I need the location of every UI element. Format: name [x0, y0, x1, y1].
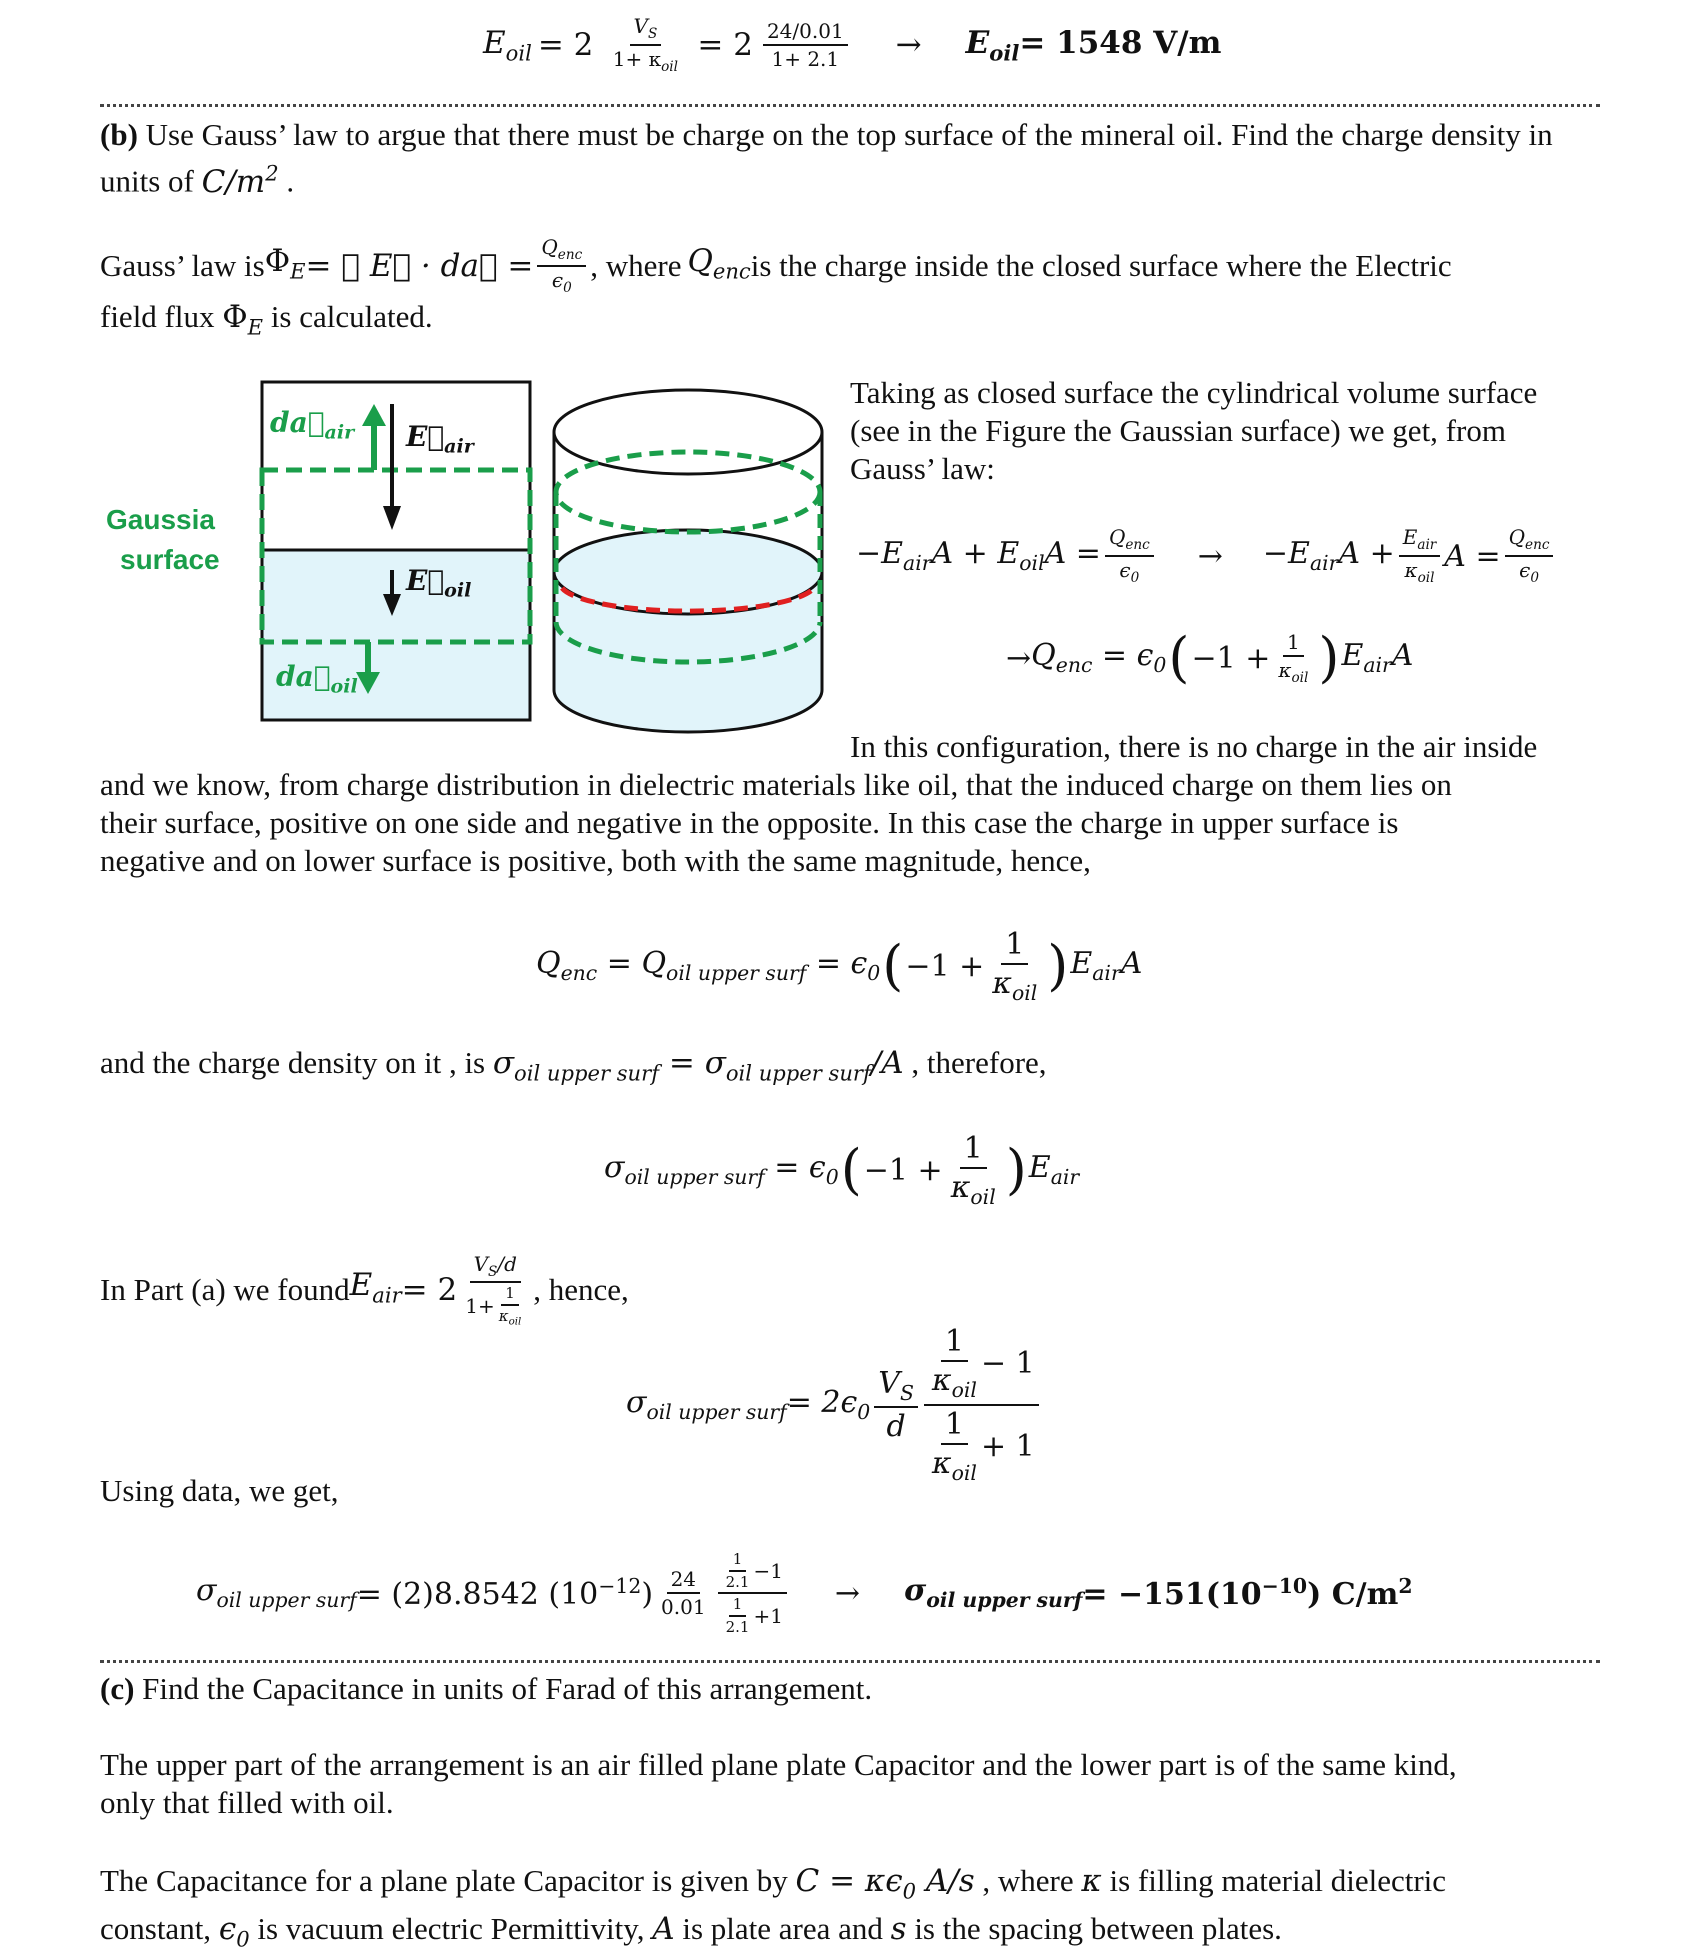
paragraph-induced-charge — [100, 728, 1620, 880]
para1-line4: negative and on lower surface is positive, both with the same magnitude, hence, — [100, 843, 1091, 878]
eq-sigma-general: $\sigma_{oil upper surf} = \epsilon_0$ ( −1 + $\frac{1}{\kappa_{oil}}$ ) $E_{air}$ — [604, 1130, 1080, 1209]
eq-e-oil — [483, 12, 1221, 78]
eq-sigma-vs: $\sigma_{oil upper surf}$ = $2\epsilon_0$ $\frac{V_S}{d}$ $\frac{1}{\kappa_{oil}}$ − 1 $\frac{1}{\kappa_{oil}}$ + 1 — [626, 1330, 1043, 1480]
label-da-oil: $da⃗_{oil}$ — [276, 660, 358, 698]
para1-line3: their surface, positive on one side and negative in the opposite. In this case the charge in upper surface is — [100, 805, 1399, 840]
side-text-line1: Taking as closed surface the cylindrical volume surface — [850, 375, 1538, 410]
part-b-unit: $C/m^2$ — [201, 160, 279, 200]
gauss-law-line1: Gauss’ law is $\Phi_E$ = ∯ E⃗ · da⃗ = $\frac{Q_{enc}}{\epsilon_0}$ , where $Q_{enc}$ is the charge inside the closed surface where the Electric — [100, 235, 1452, 296]
eq-e-oil-arrow: → — [895, 27, 922, 63]
part-a-reference: In Part (a) we found $E_{air}$ = 2 $V_S/d$ 1+ $\frac{1}{\kappa_{oil}}$ , hence, — [100, 1251, 629, 1328]
gauss-frac: $\frac{Q_{enc}}{\epsilon_0}$ — [537, 236, 586, 295]
para1-line1: In this configuration, there is no charge in the air inside — [850, 729, 1538, 764]
part-c-p1-line2: only that filled with oil. — [100, 1785, 394, 1820]
part-c-paragraph1 — [100, 1746, 1620, 1822]
eq-qenc-upper: $Q_{enc} = Q_{oil upper surf} = \epsilon_0$ ( −1 + $\frac{1}{\kappa_{oil}}$ ) $E_{air}A$ — [536, 926, 1143, 1005]
eq-e-oil-frac2: $\frac{24/0.01}{1+ 2.1}$ — [763, 20, 848, 70]
separator-top — [100, 104, 1600, 107]
using-data-text: Using data, we get, — [100, 1473, 339, 1508]
eq-gauss-cylinder: $-E_{air}A + E_{oil}A$ = $\frac{Q_{enc}}{\epsilon_0}$ → $-E_{air}A$ + $\frac{E_{air}}{\kappa_{oil}}$ A = $\frac{Q_{enc}}{\epsilon_0}$ — [856, 526, 1557, 586]
gaussian-label-line1: Gaussia — [106, 504, 215, 535]
charge-density-line: and the charge density on it , is $\sigma_{oil upper surf} = \sigma_{oil upper surf}/A$ , therefore, — [100, 1045, 1047, 1086]
gaussian-label-line2: surface — [120, 544, 220, 575]
label-e-air: $E⃗_{air}$ — [406, 420, 474, 458]
label-da-air: $da⃗_{air}$ — [270, 406, 355, 444]
eq-sigma-final: $\sigma_{oil upper surf}$ = (2)8.8542 $(10^{-12})$ $\frac{24}{0.01}$ $\frac{1}{2.1}$ −1 $\frac{1}{2.1}$ +1 → $\sigma_{oil upper surf}$ = $-151(10^{-10})$ $C/m^2$ — [196, 1550, 1413, 1636]
eq-e-oil-frac1: $\frac{V_S}{1+ \kappa_{oil}}$ — [612, 14, 678, 75]
eq-qenc-side: → $Q_{enc} = \epsilon_0$ ( −1 + $\frac{1}{\kappa_{oil}}$ ) $E_{air}A$ — [1006, 626, 1414, 689]
part-c-label: (c) — [100, 1671, 135, 1706]
side-text — [850, 374, 1610, 488]
part-c-p1-line1: The upper part of the arrangement is an air filled plane plate Capacitor and the lower part is of the same kind, — [100, 1747, 1457, 1782]
gauss-law-line2: field flux $\Phi_E$ is calculated. — [100, 299, 433, 340]
label-e-oil: $E⃗_{oil}$ — [406, 564, 472, 602]
separator-bottom — [100, 1660, 1600, 1663]
side-text-line3: Gauss’ law: — [850, 451, 995, 486]
part-b-question: (b) Use Gauss’ law to argue that there must be charge on the top surface of the mineral oil. Find the charge density in units of $C/m^2$ . — [100, 117, 1553, 200]
part-b-label: (b) — [100, 117, 138, 152]
part-c-paragraph2 — [100, 1862, 1640, 1959]
part-c-p2-line2: constant, $\epsilon_0$ is vacuum electric Permittivity, A is plate area and s is the spacing between plates. — [100, 1911, 1282, 1952]
para1-line2: and we know, from charge distribution in dielectric materials like oil, that the induced charge on them lies on — [100, 767, 1452, 802]
part-c-question: (c) Find the Capacitance in units of Farad of this arrangement. — [100, 1671, 873, 1706]
eq-e-oil-eq: = 2 — [537, 27, 594, 63]
eq-e-oil-lhs: $E_{oil}$ — [483, 24, 532, 66]
gaussian-surface-label — [100, 500, 250, 580]
eq-e-oil-eq2: = 2 — [697, 27, 753, 63]
eq-e-oil-result: $E_{oil}= 1548$ V/m — [965, 24, 1222, 66]
part-c-p2-line1: The Capacitance for a plane plate Capacitor is given by $C = \kappa\epsilon_0$ A/s , where κ is filling material dielectric — [100, 1863, 1447, 1904]
gauss-figure — [100, 370, 840, 750]
side-text-line2: (see in the Figure the Gaussian surface) we get, from — [850, 413, 1506, 448]
